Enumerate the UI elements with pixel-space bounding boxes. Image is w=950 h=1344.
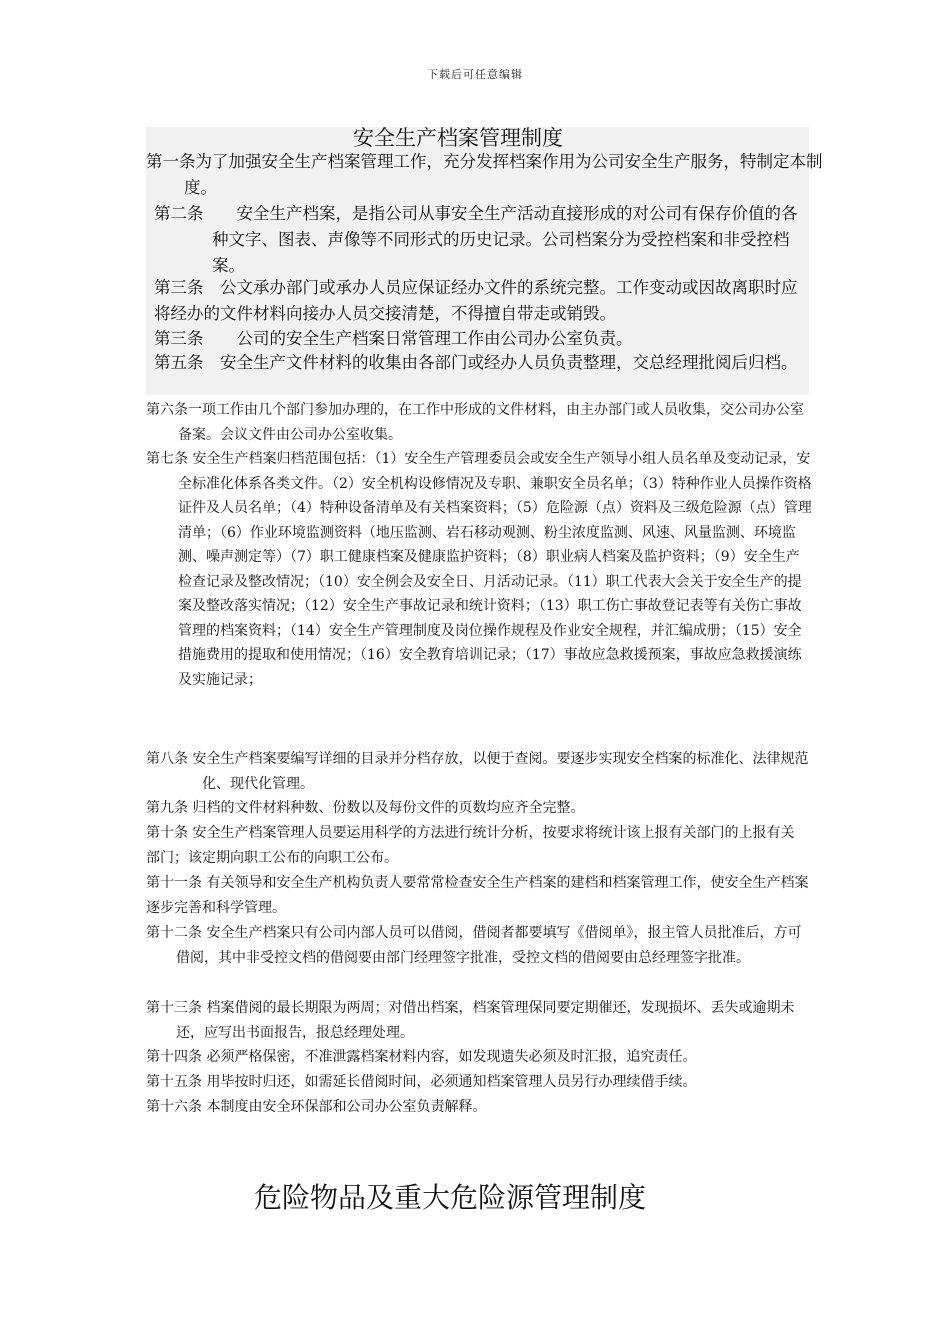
- article-13: 第十三条 档案借阅的最长期限为两周；对借出档案，档案管理保同要定期催还，发现损坏、丢失或逾期未还，应写出书面报告，报总经理处理。: [146, 1000, 795, 1041]
- article-15: 第十五条 用毕按时归还，如需延长借阅时间，必须通知档案管理人员另行办理续借手续。: [146, 1074, 697, 1090]
- article-8: 第八条 安全生产档案要编写详细的目录并分档存放，以便于查阅。要逐步实现安全档案的标准化、法律规范化、现代化管理。: [146, 751, 809, 792]
- article-4: 第三条 公司的安全生产档案日常管理工作由公司办公室负责。: [154, 329, 633, 348]
- article-2: 第二条 安全生产档案，是指公司从事安全生产活动直接形成的对公司有保存价值的各种文字、图表、声像等不同形式的历史记录。公司档案分为受控档案和非受控档案。: [154, 204, 798, 275]
- article-3: 第三条 公文承办部门或承办人员应保证经办文件的系统完整。工作变动或因故离职时应将经办的文件材料向接办人员交接清楚，不得擅自带走或销毁。: [154, 278, 798, 323]
- article-14: 第十四条 必须严格保密，不准泄露档案材料内容，如发现遗失必须及时汇报，追究责任。: [146, 1049, 697, 1065]
- article-16: 第十六条 本制度由安全环保部和公司办公室负责解释。: [146, 1099, 487, 1115]
- article-11: 第十一条 有关领导和安全生产机构负责人要常常检查安全生产档案的建档和档案管理工作，使安全生产档案逐步完善和科学管理。: [146, 875, 809, 916]
- document-title: 安全生产档案管理制度: [353, 126, 563, 150]
- section-title-2: 危险物品及重大危险源管理制度: [253, 1181, 646, 1214]
- article-9: 第九条 归档的文件材料种数、份数以及每份文件的页数均应齐全完整。: [146, 800, 585, 816]
- article-10: 第十条 安全生产档案管理人员要运用科学的方法进行统计分析，按要求将统计该上报有关部门的上报有关部门；该定期向职工公布的向职工公布。: [146, 825, 795, 866]
- article-7: 第七条 安全生产档案归档范围包括：（1）安全生产管理委员会或安全生产领导小组人员名单及变动记录，安全标准化体系各类文件。（2）安全机构设修情况及专职、兼职安全员名单；（3）特种作业人员操作资格证件及人员名单；（4）特种设备清单及有关档案资料；（5）危险源（点）资料及三级危险源（点）管理清单；（6）作业环境监测资料（地压监测、岩石移动观测、粉尘浓度监测、风速、风量监测、环境监测、噪声测定等）（7）职工健康档案及健康监护资料；（8）职业病人档案及监护资料；（9）安全生产检查记录及整改情况；（10）安全例会及安全日、月活动记录。（11）职工代表大会关于安全生产的提案及整改落实情况；（12）安全生产事故记录和统计资料；（13）职工伤亡事故登记表等有关伤亡事故管理的档案资料；（14）安全生产管理制度及岗位操作规程及作业安全规程，并汇编成册；（15）安全措施费用的提取和使用情况；（16）安全教育培训记录；（17）事故应急救援预案，事故应急救援演练及实施记录；: [146, 451, 812, 688]
- article-1: 第一条为了加强安全生产档案管理工作，充分发挥档案作用为公司安全生产服务，特制定本制度。: [146, 152, 823, 197]
- article-12: 第十二条 安全生产档案只有公司内部人员可以借阅，借阅者都要填写《借阅单》，报主管人员批准后，方可借阅，其中非受控文档的借阅要由部门经理签字批准，受控文档的借阅要由总经理签字批准。: [146, 925, 802, 966]
- header-note: 下载后可任意编辑: [427, 68, 523, 81]
- article-6: 第六条一项工作由几个部门参加办理的，在工作中形成的文件材料，由主办部门或人员收集，交公司办公室备案。会议文件由公司办公室收集。: [146, 402, 804, 443]
- article-5: 第五条 安全生产文件材料的收集由各部门或经办人员负责整理，交总经理批阅后归档。: [154, 353, 798, 372]
